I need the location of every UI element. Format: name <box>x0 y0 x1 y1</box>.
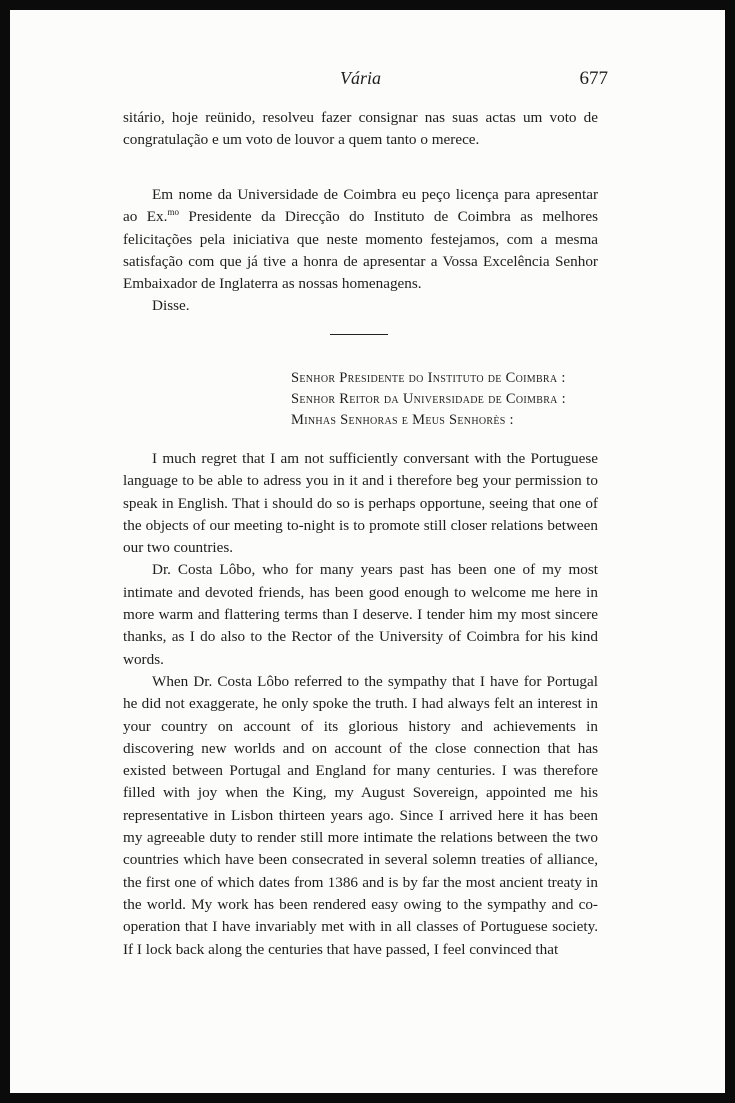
paragraph: When Dr. Costa Lôbo referred to the sympathy that I have for Portugal he did not exaggerate, he only spoke the truth. I had always felt an interest in your country on account of its glorious history and achievements in discovering new worlds and on account of the close connection that has existed between Portugal and England for many centuries. I was therefore filled with joy when the King, my August Sovereign, appointed me his representative in Lisbon thirteen years ago. Since I arrived here it has been my agreeable duty to render still more intimate the relations between the two countries which have been consecrated in several solemn treaties of alliance, the first one of which dates from 1386 and is by far the most ancient treaty in the world. My work has been rendered easy owing to the sympathy and co-operation that I have invariably met with in all classes of Portuguese society. If I lock back along the centuries that have passed, I feel convinced that <box>123 672 598 958</box>
paragraph: Dr. Costa Lôbo, who for many years past has been one of my most intimate and devoted friends, has been good enough to welcome me here in more warm and flattering terms than I deserve. I tender him my most sincere thanks, as I do also to the Rector of the University of Coimbra for his kind words. <box>123 561 598 668</box>
running-title: Vária <box>340 68 382 88</box>
paragraph: I much regret that I am not sufficiently conversant with the Portuguese language to be able to adress you in it and i therefore beg your permission to speak in English. That i should do so is perhaps opportune, seeing that one of the objects of our meeting to-night is to promote still closer relations between our two countries. <box>123 450 598 557</box>
paragraph: sitário, hoje reünido, resolveu fazer consignar nas suas actas um voto de congratulação e um voto de louvor a quem tanto o merece. <box>123 109 598 149</box>
paragraph-text: Presidente da Direcção do Instituto de Coimbra as melhores felicitações pela iniciativa que neste momento festejamos, com a mesma satisfação com que já tive a honra de apresentar a Vossa Excelência Senhor Embaixador de Inglaterra as nossas homenagens. <box>123 208 598 293</box>
section-divider <box>330 334 388 335</box>
continued-paragraph <box>123 107 598 152</box>
salutation <box>291 368 611 431</box>
paragraph <box>123 184 598 295</box>
salutation-line: Senhor Reitor da Universidade de Coimbra : <box>291 391 566 407</box>
salutation-line: Minhas Senhoras e Meus Senhorès : <box>291 412 514 428</box>
paragraph-text: Em nome da Universidade de Coimbra eu peço licença para apresentar ao Ex. <box>123 186 598 226</box>
request-section <box>123 184 598 318</box>
speech-body <box>123 448 598 961</box>
closing-word: Disse. <box>152 297 190 315</box>
superscript: mo <box>167 207 179 218</box>
running-header <box>10 68 725 98</box>
page-number: 677 <box>579 68 608 89</box>
salutation-line: Senhor Presidente do Instituto de Coimbra : <box>291 370 566 386</box>
book-page <box>10 10 725 1093</box>
